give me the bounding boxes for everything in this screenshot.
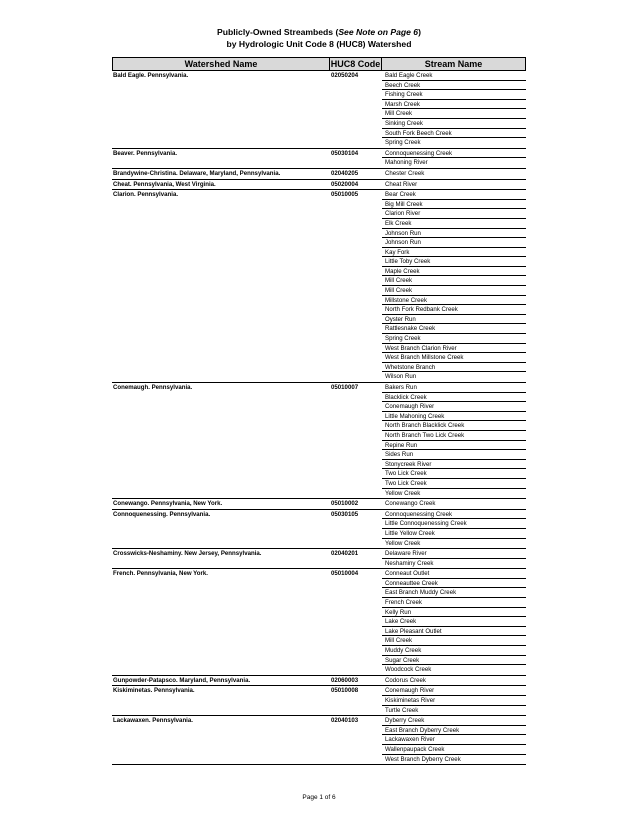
table-row <box>112 180 526 191</box>
table-row <box>112 499 526 510</box>
table-row <box>112 510 526 549</box>
stream-name: Mill Creek <box>382 109 526 119</box>
watershed-name: Beaver. Pennsylvania. <box>113 149 178 157</box>
watershed-cell <box>112 169 330 179</box>
header-huc8-code: HUC8 Code <box>330 59 381 69</box>
watershed-name: Conemaugh. Pennsylvania. <box>113 384 193 391</box>
title-line-1 <box>0 26 638 38</box>
stream-list <box>382 569 526 675</box>
stream-name: Oyster Run <box>382 315 526 325</box>
huc8-code: 05010008 <box>331 687 359 695</box>
stream-list <box>382 686 526 715</box>
huc8-code: 02060003 <box>331 676 359 684</box>
huc8-cell <box>330 149 382 168</box>
stream-name: Delaware River <box>382 549 526 559</box>
stream-name: Little Mahoning Creek <box>382 412 526 422</box>
huc8-code: 02040103 <box>331 717 359 725</box>
watershed-name: French. Pennsylvania, New York. <box>113 570 208 578</box>
stream-name: Dyberry Creek <box>382 716 526 726</box>
table-row <box>112 383 526 499</box>
stream-name: Johnson Run <box>382 238 526 248</box>
stream-name: West Branch Dyberry Creek <box>385 755 461 763</box>
table-row <box>112 169 526 180</box>
stream-name: Codorus Creek <box>385 676 426 684</box>
stream-name: South Fork Beech Creek <box>382 129 526 139</box>
stream-name: Conemaugh River <box>382 402 526 412</box>
stream-name: Mill Creek <box>382 286 526 296</box>
huc8-code: 05020004 <box>331 180 359 188</box>
stream-name: Neshaminy Creek <box>385 559 434 567</box>
table-row <box>112 190 526 383</box>
huc8-cell <box>330 383 382 498</box>
stream-name: Kay Fork <box>382 248 526 258</box>
watershed-name: Kiskiminetas. Pennsylvania. <box>113 687 195 695</box>
stream-name: Kelly Run <box>382 608 526 618</box>
watershed-cell <box>112 569 330 675</box>
watershed-cell <box>112 149 330 168</box>
stream-name: Two Lick Creek <box>382 479 526 489</box>
stream-name: Sides Run <box>382 450 526 460</box>
stream-name: Big Mill Creek <box>382 200 526 210</box>
table-row <box>112 716 526 765</box>
huc8-cell <box>330 180 382 190</box>
stream-name: Chester Creek <box>385 169 425 177</box>
stream-list <box>382 71 526 148</box>
title-line-2: by Hydrologic Unit Code 8 (HUC8) Watershed <box>226 39 412 49</box>
stream-list <box>382 510 526 548</box>
stream-name: Kiskiminetas River <box>382 696 526 706</box>
stream-name: Conneauttee Creek <box>382 579 526 589</box>
watershed-cell <box>112 716 330 764</box>
stream-name: Little Connoquenessing Creek <box>382 519 526 529</box>
stream-name: Muddy Creek <box>382 646 526 656</box>
stream-name: Marsh Creek <box>382 100 526 110</box>
stream-name: Spring Creek <box>382 334 526 344</box>
stream-name: Bald Eagle Creek <box>382 71 526 81</box>
stream-name: Fishing Creek <box>382 90 526 100</box>
stream-name: West Branch Millstone Creek <box>382 353 526 363</box>
huc8-cell <box>330 549 382 568</box>
stream-name: Wilson Run <box>385 373 417 381</box>
stream-name: Beech Creek <box>382 81 526 91</box>
stream-name: Wallenpaupack Creek <box>382 745 526 755</box>
stream-name: Conemaugh River <box>382 686 526 696</box>
stream-list <box>382 676 526 686</box>
watershed-cell <box>112 549 330 568</box>
watershed-cell <box>112 510 330 548</box>
title-note: See Note on Page 6 <box>338 27 419 37</box>
watershed-cell <box>112 499 330 509</box>
stream-name: Little Toby Creek <box>382 257 526 267</box>
watershed-cell <box>112 71 330 148</box>
stream-list <box>382 499 526 509</box>
title-text: Publicly-Owned Streambeds ( <box>217 27 339 37</box>
huc8-cell <box>330 71 382 148</box>
huc8-cell <box>330 169 382 179</box>
stream-name: Repine Run <box>382 441 526 451</box>
watershed-cell <box>112 686 330 715</box>
stream-name: Bakers Run <box>382 383 526 393</box>
stream-name: Elk Creek <box>382 219 526 229</box>
stream-name: Yellow Creek <box>385 539 421 547</box>
table-body <box>112 71 526 765</box>
huc8-code: 05010007 <box>331 384 359 391</box>
huc8-cell <box>330 676 382 686</box>
huc8-code: 05010002 <box>331 500 359 508</box>
stream-list <box>382 549 526 568</box>
watershed-cell <box>112 180 330 190</box>
watershed-cell <box>112 676 330 686</box>
watershed-cell <box>112 190 330 382</box>
stream-list <box>382 383 526 498</box>
watershed-name: Lackawaxen. Pennsylvania. <box>113 717 193 725</box>
document-title <box>0 26 638 50</box>
stream-name: East Branch Muddy Creek <box>382 588 526 598</box>
table-row <box>112 569 526 676</box>
stream-name: Conneaut Outlet <box>382 569 526 579</box>
stream-name: North Branch Two Lick Creek <box>382 431 526 441</box>
huc8-cell <box>330 190 382 382</box>
title-close: ) <box>418 27 421 37</box>
stream-list <box>382 169 526 179</box>
watershed-name: Connoquenessing. Pennsylvania. <box>113 510 211 518</box>
stream-name: North Fork Redbank Creek <box>382 305 526 315</box>
stream-name: Turtle Creek <box>385 706 419 714</box>
stream-name: Lake Pleasant Outlet <box>382 627 526 637</box>
table-row <box>112 149 526 169</box>
stream-name: Little Yellow Creek <box>382 529 526 539</box>
stream-list <box>382 716 526 764</box>
stream-name: Spring Creek <box>385 139 421 147</box>
table-row <box>112 71 526 149</box>
stream-name: Bear Creek <box>382 190 526 200</box>
stream-name: Two Lick Creek <box>382 469 526 479</box>
stream-name: West Branch Clarion River <box>382 344 526 354</box>
huc8-cell <box>330 499 382 509</box>
stream-name: Clarion River <box>382 209 526 219</box>
huc8-code: 02040201 <box>331 550 359 558</box>
streambeds-table <box>112 57 526 765</box>
huc8-cell <box>330 686 382 715</box>
stream-list <box>382 180 526 190</box>
huc8-code: 05010004 <box>331 570 359 578</box>
stream-name: Yellow Creek <box>385 489 421 497</box>
stream-name: Stonycreek River <box>382 460 526 470</box>
stream-name: Sugar Creek <box>382 656 526 666</box>
stream-name: Maple Creek <box>382 267 526 277</box>
watershed-name: Gunpowder-Patapsco. Maryland, Pennsylvania. <box>113 676 251 684</box>
watershed-name: Conewango. Pennsylvania, New York. <box>113 500 223 508</box>
stream-name: North Branch Blacklick Creek <box>382 421 526 431</box>
stream-name: Millstone Creek <box>382 296 526 306</box>
table-row <box>112 549 526 569</box>
table-header <box>112 57 526 71</box>
page-number: Page 1 of 6 <box>302 794 336 801</box>
watershed-name: Bald Eagle. Pennsylvania. <box>113 72 189 79</box>
watershed-name: Clarion. Pennsylvania. <box>113 191 179 199</box>
huc8-code: 05030105 <box>331 510 359 518</box>
stream-name: Mill Creek <box>382 636 526 646</box>
huc8-code: 05030104 <box>331 149 359 157</box>
huc8-code: 02040205 <box>331 169 359 177</box>
stream-name: Whetstone Branch <box>382 363 526 373</box>
huc8-code: 05010005 <box>331 191 359 199</box>
stream-name: Lackawaxen River <box>382 735 526 745</box>
stream-name: Johnson Run <box>382 229 526 239</box>
stream-name: French Creek <box>382 598 526 608</box>
stream-name: Connoquenessing Creek <box>382 149 526 159</box>
huc8-cell <box>330 569 382 675</box>
huc8-cell <box>330 510 382 548</box>
stream-name: Mahoning River <box>385 159 428 167</box>
stream-name: Lake Creek <box>382 617 526 627</box>
watershed-name: Crosswicks-Neshaminy. New Jersey, Pennsylvania. <box>113 550 262 558</box>
stream-name: Mill Creek <box>382 276 526 286</box>
watershed-cell <box>112 383 330 498</box>
stream-name: Blacklick Creek <box>382 393 526 403</box>
huc8-code: 02050204 <box>331 72 359 79</box>
stream-name: Connoquenessing Creek <box>382 510 526 520</box>
stream-name: East Branch Dyberry Creek <box>382 726 526 736</box>
stream-list <box>382 190 526 382</box>
stream-name: Woodcock Creek <box>385 666 432 674</box>
huc8-cell <box>330 716 382 764</box>
header-watershed-name: Watershed Name <box>112 57 330 71</box>
stream-name: Rattlesnake Creek <box>382 324 526 334</box>
table-row <box>112 686 526 716</box>
table-row <box>112 676 526 687</box>
stream-name: Conewango Creek <box>385 500 436 508</box>
watershed-name: Brandywine-Christina. Delaware, Maryland, Pennsylvania. <box>113 169 281 177</box>
stream-name: Sinking Creek <box>382 119 526 129</box>
stream-name: Cheat River <box>385 180 418 188</box>
header-stream-name: Stream Name <box>382 57 526 71</box>
watershed-name: Cheat. Pennsylvania, West Virginia. <box>113 180 216 188</box>
stream-list <box>382 149 526 168</box>
